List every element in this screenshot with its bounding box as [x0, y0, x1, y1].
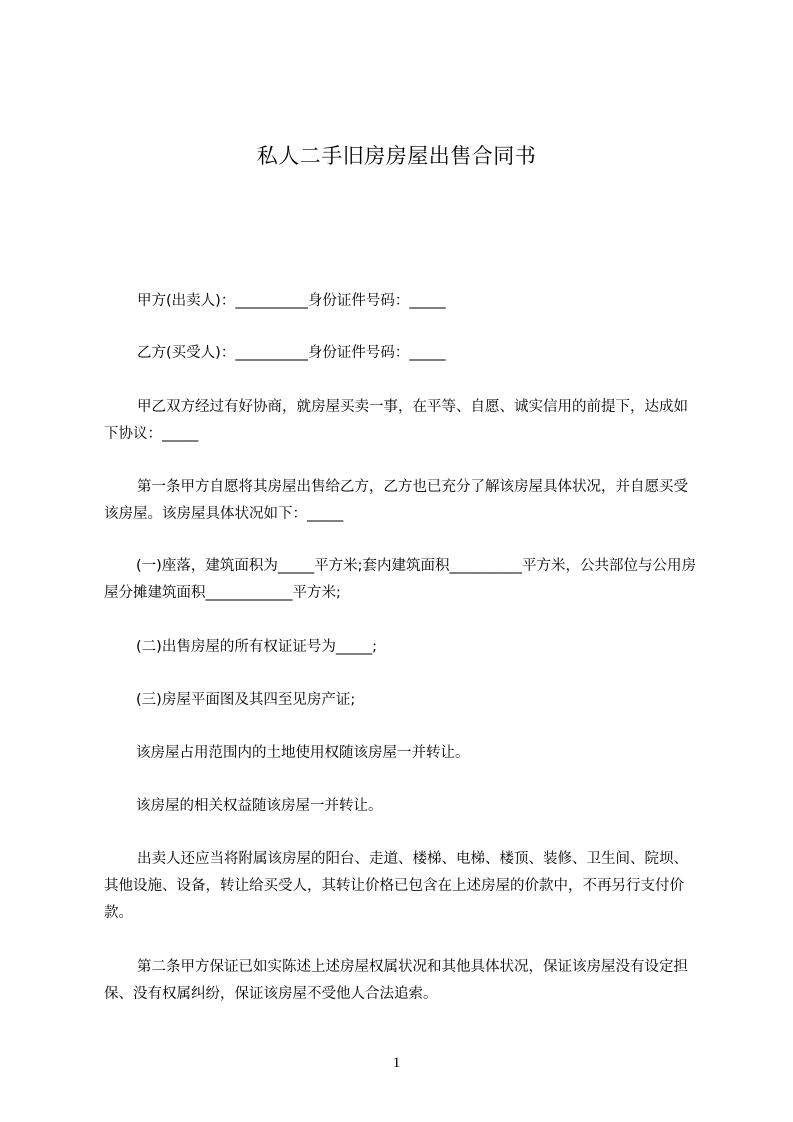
party-a-line: 甲方(出卖人)：__________身份证件号码：_____ — [137, 293, 446, 309]
article-2-paragraph: 第二条甲方保证已如实陈述上述房屋权属状况和其他具体状况，保证该房屋没有设定担保、没有权属纠纷，保证该房屋不受他人合法追索。 — [104, 959, 688, 1002]
contract-title: 私人二手旧房房屋出售合同书 — [256, 144, 537, 168]
attached-facilities-paragraph: 出卖人还应当将附属该房屋的阳台、走道、楼梯、电梯、楼顶、装修、卫生间、院坝、其他设施、设备，转让给买受人，其转让价格已包含在上述房屋的价款中，不再另行支付价款。 — [104, 851, 688, 921]
land-use-paragraph: 该房屋占用范围内的土地使用权随该房屋一并转让。 — [136, 745, 470, 761]
party-b-line: 乙方(买受人)：__________身份证件号码：_____ — [137, 345, 446, 361]
item-1-location-paragraph: (一)座落，建筑面积为_____平方米;套内建筑面积__________平方米，公共部位与公用房屋分摊建筑面积____________平方米; — [104, 558, 696, 601]
page-number: 1 — [392, 1055, 401, 1071]
item-3-floorplan-paragraph: (三)房屋平面图及其四至见房产证; — [136, 692, 356, 708]
related-rights-paragraph: 该房屋的相关权益随该房屋一并转让。 — [136, 798, 383, 814]
item-2-certificate-paragraph: (二)出售房屋的所有权证证号为_____; — [136, 639, 377, 655]
article-1-paragraph: 第一条甲方自愿将其房屋出售给乙方，乙方也已充分了解该房屋具体状况，并自愿买受该房屋。该房屋具体状况如下：_____ — [104, 479, 688, 522]
agreement-intro-paragraph: 甲乙双方经过有好协商，就房屋买卖一事，在平等、自愿、诚实信用的前提下，达成如下协议：_____ — [104, 399, 688, 442]
